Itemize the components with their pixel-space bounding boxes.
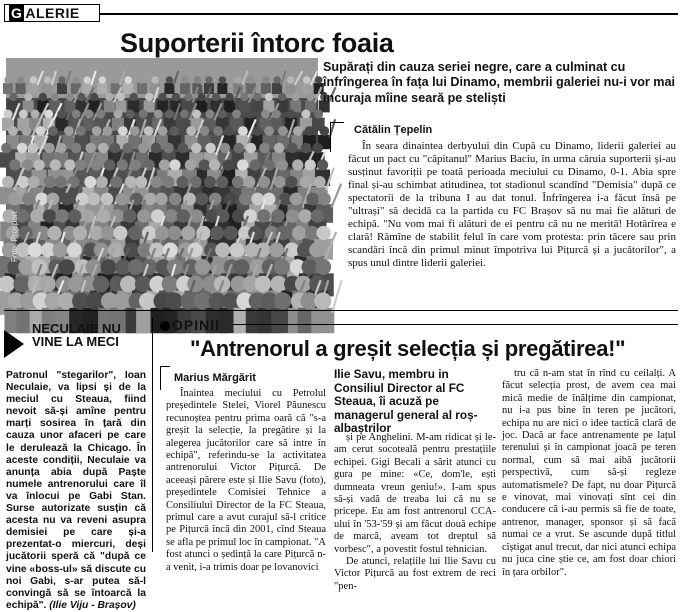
crowd-photo-image [6, 58, 318, 302]
opinion-paragraph: tru că n-am stat în rînd cu ceilalți. A făcut selecția prost, de avem cea mai mică medie de înălțime din campionat, nu i-a pus bine în teren pe jucători, echipa nu are nici o idee tactică clară de joc. Dacă ar face antrenamente pe lațul terenului și în campionat joacă pe teren normal, cum să mai aibă jucătorii perspectivă, cum să-și regleze automatismele? De fapt, nu doar Pițurcă e vinovat, mai vinovați sînt cei din conducere că i-au permis să fie de toate, antrenor, manager, sponsor și să facă numai ce a vrut. Se ascunde după titlul cîștigat anul trecut, dar nici atunci echipa nu juca cine știe ce, am fost doar chiori în țara orbilor". [502, 368, 676, 578]
opinion-paragraph: și pe Anghelini. M-am ridicat și le-am cerut socoteală pentru prestațiile echipei. Gigi Becali a sărit atunci cu gura pe mine: «Ce, dom'le, ești dumneata vreun geniu!». I-am spus să-și vadă de treaba lui că nu se pricepe. Eu am fost antrenorul CCA-ului în '53-'59 și am făcut două echipe de marcă, aveam tot dreptul să vorbesc", a povestit fostul tehnician. [334, 432, 496, 555]
page-headline: Suporterii întorc foaia [120, 28, 394, 58]
sidebar-headline: NECULAIE NU VINE LA MECI [32, 321, 121, 349]
top-divider [100, 13, 678, 15]
author-bracket [330, 122, 344, 152]
section-tag-opinii [160, 317, 220, 333]
arrow-right-icon [4, 330, 24, 358]
section-tag-rest: ALERIE [25, 5, 80, 21]
sidebar-text: Patronul "stegarilor", Ioan Neculaie, va lipsi și de la meciul cu Steaua, fiind nevoit să-și amîne pentru marți sosirea în țară din cauza unor afaceri pe care le derulează la Chicago. În aceste condiții, Neculaie va anunța abia după Paște numele antrenorului care îl va înlocui pe Gabi Stan. Surse autorizate susțin că acesta nu va reveni asupra demisiei pe care și-a prezentat-o miercuri, deși jucătorii speră că "după ce vine «boss-ul» să discute cu noi Gabi, s-ar putea să-l convingă să se întoarcă la echipă". [6, 370, 146, 611]
opinion-column-1 [166, 388, 326, 574]
author-byline: Marius Mărgărit [174, 372, 256, 384]
section-divider [4, 310, 678, 311]
section-tag-label: OPINII [172, 317, 221, 333]
opinion-column-3 [502, 368, 676, 579]
sidebar-body [6, 370, 146, 612]
section-tag-galerie [4, 4, 100, 22]
opinion-paragraph: De atunci, relațiile lui Ilie Savu cu Victor Pițurcă au fost extrem de reci "pen- [334, 556, 496, 592]
opinion-column-2 [334, 432, 496, 593]
opinion-headline: "Antrenorul a greșit selecția și pregătirea!" [190, 336, 626, 361]
author-byline: Cătălin Țepelin [354, 124, 433, 136]
section-tag-first-letter: G [11, 5, 23, 21]
bullet-icon [160, 321, 170, 331]
author-bracket [160, 366, 170, 390]
opinion-lead: Ilie Savu, membru in Consiliul Director al FC Steaua, îi acuză pe managerul general al roș-albaștrilor [334, 367, 478, 436]
crowd-photo [6, 58, 318, 302]
article-lead: Supărați din cauza seriei negre, care a culminat cu înfrîngerea în fața lui Dinamo, membrii galeriei nu-i vor mai încuraja mîine seară pe steliști [323, 60, 676, 105]
article-body [348, 140, 676, 270]
photo-credit: Foto: Prosport [10, 211, 19, 262]
opinion-paragraph: Înaintea meciului cu Petrolul președintele Stelei, Viorel Păunescu recunoștea pentru prima oară că "s-a greșit la selecție, la pregătire și la alegerea jucătorilor care să intre în echipă", referindu-se la activitatea antrenorului Victor Pițurcă. De aceeași părere este și Ilie Savu (foto), președintele Comisiei Tehnice a Consiliului Director de la FC Steaua, primul care a avut curajul să-l critice pe Pițurcă încă din 2001, cînd Steaua se afla pe primul loc în campionat. "A fost atunci o ședință la care Pițurcă n-a venit, i-a trimis doar pe lovanovici [166, 388, 326, 573]
opinii-divider [232, 324, 678, 325]
article-paragraph: În seara dinaintea derbyului din Cupă cu Dinamo, liderii galeriei au făcut un pact cu "căpitanul" Marius Baciu, în urma căruia suporterii și-au susținut favoriții pe toată perioada meciului cu Dinamo, 0-1. Abia spre final și-au schimbat atitudinea, tot stadionul scandînd "Demisia" după ce spectatorii de la tribuna I au dat tonul. Înfrîngerea i-a făcut însă pe "ultrași" să decidă ca la partida cu FC Brașov să nu mai fie alături de echipă. "Nu vom mai fi alături de ei pentru că nu ne merită! Hotărîrea e clară! Rămîne de stabilit felul în care vom protesta: prin tăcere sau prin scandări încă din primul minut împotriva lui Pițurcă și a jucătorilor", a spus unul dintre liderii galeriei. [348, 140, 676, 269]
sidebar-credit: (Ilie Viju - Brașov) [49, 599, 136, 611]
column-divider [152, 318, 153, 552]
